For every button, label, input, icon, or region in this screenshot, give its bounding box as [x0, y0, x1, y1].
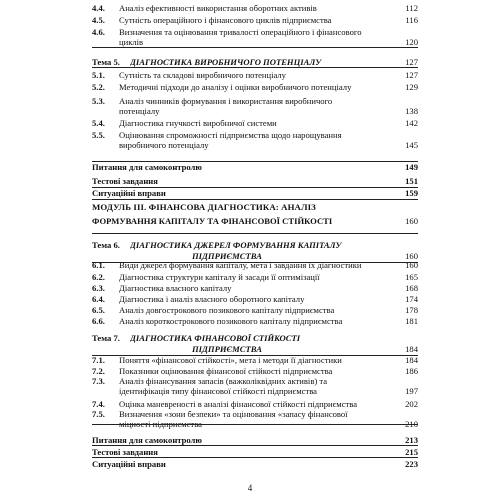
entry-page: 215	[405, 447, 418, 457]
entry-number: 4.6.	[92, 27, 105, 37]
entry-page: 223	[405, 459, 418, 469]
divider-line	[92, 199, 418, 200]
entry-page: 142	[405, 118, 418, 128]
module-page: 160	[405, 216, 418, 226]
entry-title-continuation: ідентифікація типу фінансової стійкості підприємства	[119, 386, 317, 396]
entry-page: 149	[405, 162, 418, 172]
entry-page: 151	[405, 176, 418, 186]
entry-page: 138	[405, 106, 418, 116]
theme-label: Тема 5.	[92, 57, 120, 67]
divider-line	[92, 457, 418, 458]
entry-title: Визначення та оцінювання тривалості операційного і фінансового	[119, 27, 362, 37]
entry-number: 7.4.	[92, 399, 105, 409]
entry-title: Діагностика гнучкості виробничої системи	[119, 118, 277, 128]
entry-number: 6.3.	[92, 283, 105, 293]
theme-page: 184	[405, 344, 418, 354]
entry-title: Аналіз короткострокового позикового капіталу підприємства	[119, 316, 343, 326]
entry-title: Питання для самоконтролю	[92, 435, 202, 445]
entry-title: Поняття «фінансової стійкості», мета і методи її діагностики	[119, 355, 342, 365]
entry-page: 210	[405, 419, 418, 429]
entry-number: 6.6.	[92, 316, 105, 326]
entry-number: 4.4.	[92, 3, 105, 13]
entry-number: 7.2.	[92, 366, 105, 376]
entry-title: Питання для самоконтролю	[92, 162, 202, 172]
entry-number: 5.1.	[92, 70, 105, 80]
entry-title: Тестові завдання	[92, 176, 158, 186]
entry-title: Діагностика і аналіз власного оборотного капіталу	[119, 294, 305, 304]
entry-page: 116	[405, 15, 418, 25]
entry-title-continuation: міцності підприємства	[119, 419, 202, 429]
entry-title: Тестові завдання	[92, 447, 158, 457]
entry-number: 5.5.	[92, 130, 105, 140]
entry-title: Аналіз чинників формування і використання виробничого	[119, 96, 333, 106]
theme-title: ДІАГНОСТИКА ДЖЕРЕЛ ФОРМУВАННЯ КАПІТАЛУ	[130, 240, 342, 250]
module-3-heading-line1: МОДУЛЬ ІІІ. ФІНАНСОВА ДІАГНОСТИКА: АНАЛІЗ	[92, 202, 316, 212]
entry-page: 145	[405, 140, 418, 150]
entry-title: Види джерел формування капіталу, мета і завдання їх діагностики	[119, 260, 362, 270]
divider-line	[92, 67, 418, 68]
theme-title-line2: ПІДПРИЄМСТВА	[192, 344, 262, 354]
entry-title: Аналіз довгострокового позикового капіталу підприємства	[119, 305, 335, 315]
theme-label: Тема 6.	[92, 240, 120, 250]
entry-page: 112	[405, 3, 418, 13]
entry-title: Аналіз ефективності використання оборотних активів	[119, 3, 317, 13]
entry-page: 159	[405, 188, 418, 198]
module-title: ФОРМУВАННЯ КАПІТАЛУ ТА ФІНАНСОВОЇ СТІЙКОСТІ	[92, 216, 333, 226]
entry-title: Сутність та складові виробничого потенціалу	[119, 70, 286, 80]
entry-number: 6.2.	[92, 272, 105, 282]
theme-title-line2: ПІДПРИЄМСТВА	[192, 251, 262, 261]
entry-page: 178	[405, 305, 418, 315]
entry-page: 120	[405, 37, 418, 47]
entry-title: Оцінювання спроможності підприємства щодо нарощування	[119, 130, 342, 140]
divider-line	[92, 233, 418, 234]
entry-title: Аналіз фінансування запасів (важколіквідних активів) та	[119, 376, 328, 386]
entry-title: Сутність операційного і фінансового циклів підприємства	[119, 15, 332, 25]
entry-title: Діагностика власного капіталу	[119, 283, 232, 293]
entry-page: 165	[405, 272, 418, 282]
entry-page: 202	[405, 399, 418, 409]
entry-title: Оцінка маневреності в аналізі фінансової стійкості підприємства	[119, 399, 358, 409]
entry-page: 186	[405, 366, 418, 376]
entry-number: 7.5.	[92, 409, 105, 419]
entry-title: Визначення «зони безпеки» та оцінювання «запасу фінансової	[119, 409, 348, 419]
entry-number: 5.3.	[92, 96, 105, 106]
entry-number: 6.5.	[92, 305, 105, 315]
entry-number: 5.4.	[92, 118, 105, 128]
entry-page: 181	[405, 316, 418, 326]
page-number: 4	[247, 483, 253, 493]
entry-number: 6.1.	[92, 260, 105, 270]
entry-title: Показники оцінювання фінансової стійкості підприємства	[119, 366, 333, 376]
entry-number: 7.1.	[92, 355, 105, 365]
entry-page: 168	[405, 283, 418, 293]
entry-page: 160	[405, 260, 418, 270]
entry-page: 129	[405, 82, 418, 92]
entry-title-continuation: виробничого потенціалу	[119, 140, 209, 150]
divider-line	[92, 424, 418, 425]
entry-page: 197	[405, 386, 418, 396]
entry-title: Діагностика структури капіталу й засади її оптимізації	[119, 272, 320, 282]
theme-page: 127	[405, 57, 418, 67]
divider-line	[92, 47, 418, 48]
divider-line	[92, 445, 418, 446]
entry-number: 5.2.	[92, 82, 105, 92]
entry-page: 213	[405, 435, 418, 445]
entry-title: Методичні підходи до аналізу і оцінки виробничого потенціалу	[119, 82, 352, 92]
entry-page: 127	[405, 70, 418, 80]
entry-number: 4.5.	[92, 15, 105, 25]
theme-title: ДІАГНОСТИКА ВИРОБНИЧОГО ПОТЕНЦІАЛУ	[130, 57, 322, 67]
entry-title: Ситуаційні вправи	[92, 188, 166, 198]
theme-title: ДІАГНОСТИКА ФІНАНСОВОЇ СТІЙКОСТІ	[130, 333, 301, 343]
theme-page: 160	[405, 251, 418, 261]
entry-number: 6.4.	[92, 294, 105, 304]
divider-line	[92, 187, 418, 188]
entry-title: Ситуаційні вправи	[92, 459, 166, 469]
entry-page: 174	[405, 294, 418, 304]
entry-title-continuation: циклів	[119, 37, 144, 47]
entry-number: 7.3.	[92, 376, 105, 386]
entry-page: 184	[405, 355, 418, 365]
entry-title-continuation: потенціалу	[119, 106, 160, 116]
theme-label: Тема 7.	[92, 333, 120, 343]
